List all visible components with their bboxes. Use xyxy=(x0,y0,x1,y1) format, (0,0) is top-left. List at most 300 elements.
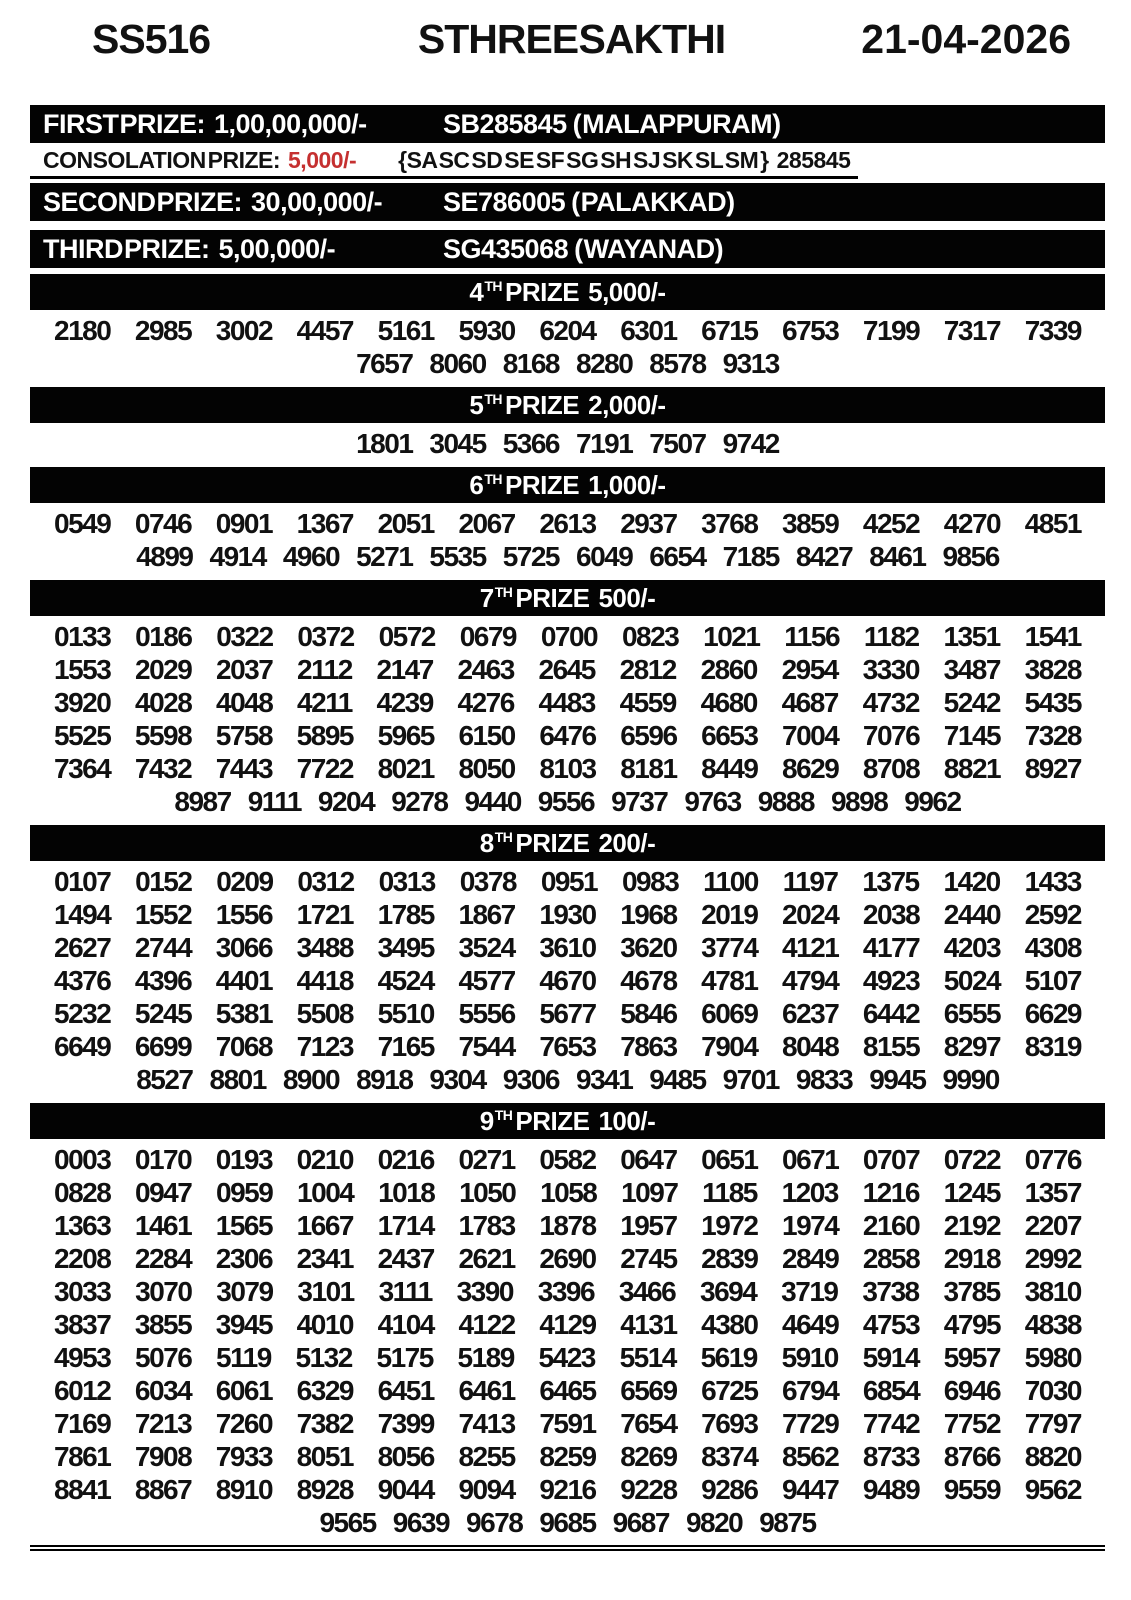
prize-number: 6301 xyxy=(620,314,677,346)
prize-number: 8051 xyxy=(296,1440,353,1472)
prize-number-rows xyxy=(30,619,1105,821)
prize-number: 7145 xyxy=(943,719,1001,751)
prize-number: 2440 xyxy=(943,898,1001,930)
prize-ordinal-suffix: TH xyxy=(484,278,503,294)
prize-amount: 1,000/- xyxy=(588,469,666,500)
prize-number: 1553 xyxy=(54,653,111,685)
prize-number-row xyxy=(30,507,1105,540)
prize-number-row xyxy=(30,1275,1105,1308)
prize-number: 7742 xyxy=(862,1407,920,1439)
prize-number: 2437 xyxy=(377,1242,434,1274)
prize-number-row xyxy=(30,653,1105,686)
prize-number-row xyxy=(30,964,1105,997)
prize-number: 6725 xyxy=(701,1374,758,1406)
prize-number: 7191 xyxy=(576,427,633,459)
prize-number: 5435 xyxy=(1024,686,1081,718)
prize-number: 9306 xyxy=(502,1063,559,1095)
prize-number: 2858 xyxy=(862,1242,920,1274)
result-sheet xyxy=(30,105,1105,1551)
prize-number-rows xyxy=(30,426,1105,463)
draw-date: 21-04-2026 xyxy=(861,16,1071,62)
prize-number: 2029 xyxy=(135,653,192,685)
prize-number: 5957 xyxy=(943,1341,1000,1373)
prize-number: 0372 xyxy=(297,620,354,652)
prize-number: 4401 xyxy=(215,964,273,996)
prize-ordinal: 8 xyxy=(479,827,494,858)
prize-number: 7364 xyxy=(54,752,111,784)
prize-number: 4753 xyxy=(862,1308,920,1340)
prize-number: 7068 xyxy=(215,1030,273,1062)
prize-number: 4795 xyxy=(943,1308,1001,1340)
prize-number: 6034 xyxy=(134,1374,192,1406)
prize-number: 9228 xyxy=(620,1473,677,1505)
prize-number: 2937 xyxy=(620,507,677,539)
prize-number: 9094 xyxy=(458,1473,515,1505)
prize-number: 1552 xyxy=(134,898,192,930)
prize-number: 3719 xyxy=(781,1275,838,1307)
prize-number-row xyxy=(30,1063,1105,1096)
prize-number: 4577 xyxy=(458,964,515,996)
prize-number: 6442 xyxy=(862,997,920,1029)
prize-number: 3488 xyxy=(296,931,353,963)
prize-number: 2051 xyxy=(377,507,434,539)
prize-number: 7904 xyxy=(701,1030,758,1062)
prize-number-row xyxy=(30,1176,1105,1209)
prize-amount: 5,000/- xyxy=(588,276,666,307)
prize-number: 9639 xyxy=(392,1506,450,1538)
prize-number: 2463 xyxy=(457,653,514,685)
prize-number: 3487 xyxy=(943,653,1000,685)
prize-number: 8449 xyxy=(701,752,758,784)
prize-number: 4524 xyxy=(377,964,434,996)
prize-number: 0722 xyxy=(943,1143,1001,1175)
prize-number: 4122 xyxy=(458,1308,515,1340)
prize-number: 1878 xyxy=(539,1209,596,1241)
prize-number: 6596 xyxy=(620,719,677,751)
prize-number: 6753 xyxy=(782,314,839,346)
prize-number: 4121 xyxy=(782,931,839,963)
prize-title: PRIZE xyxy=(505,469,580,500)
prize-number: 4239 xyxy=(376,686,433,718)
prize-number: 3101 xyxy=(297,1275,354,1307)
prize-number: 1097 xyxy=(621,1176,678,1208)
prize-number: 9341 xyxy=(576,1063,633,1095)
prize-number: 2038 xyxy=(862,898,920,930)
prize-number-row xyxy=(30,540,1105,573)
prize-number: 8910 xyxy=(215,1473,273,1505)
prize-number-row xyxy=(30,1440,1105,1473)
prize-number: 0823 xyxy=(621,620,679,652)
prize-number: 2341 xyxy=(296,1242,353,1274)
prize-number: 0003 xyxy=(54,1143,111,1175)
prize-number-rows xyxy=(30,1142,1105,1542)
prize-number: 5514 xyxy=(619,1341,676,1373)
prize-number: 9286 xyxy=(701,1473,758,1505)
prize-number-row xyxy=(30,1473,1105,1506)
prize-number: 5024 xyxy=(943,964,1001,996)
prize-amount: 200/- xyxy=(598,827,656,858)
prize-number-row xyxy=(30,1030,1105,1063)
prize-number: 3768 xyxy=(701,507,758,539)
prize-number: 2627 xyxy=(54,931,111,963)
prize-number: 6069 xyxy=(701,997,758,1029)
prize-number: 0679 xyxy=(459,620,516,652)
prize-number: 9990 xyxy=(942,1063,999,1095)
prize-number: 6629 xyxy=(1024,997,1081,1029)
third-prize-label: THIRD PRIZE: xyxy=(43,233,210,264)
prize-number: 9820 xyxy=(685,1506,743,1538)
bottom-rule xyxy=(30,1545,1105,1551)
prize-number: 7654 xyxy=(620,1407,677,1439)
prize-number: 4483 xyxy=(538,686,595,718)
prize-number: 8821 xyxy=(943,752,1001,784)
prize-number: 7399 xyxy=(377,1407,434,1439)
prize-number: 5895 xyxy=(296,719,353,751)
prize-number: 8269 xyxy=(620,1440,677,1472)
prize-number: 8562 xyxy=(782,1440,839,1472)
prize-number: 2037 xyxy=(216,653,273,685)
third-prize-amount: 5,00,000/- xyxy=(218,233,336,264)
prize-number: 8867 xyxy=(134,1473,192,1505)
prize-number: 8918 xyxy=(356,1063,413,1095)
prize-number: 1351 xyxy=(943,620,1000,652)
prize-number: 8181 xyxy=(620,752,677,784)
prize-number: 7165 xyxy=(377,1030,434,1062)
prize-number: 2019 xyxy=(701,898,758,930)
prize-number: 9304 xyxy=(429,1063,486,1095)
prize-number: 1182 xyxy=(863,620,919,652)
prize-number: 1197 xyxy=(782,865,838,897)
prize-number: 5107 xyxy=(1024,964,1081,996)
prize-number: 4838 xyxy=(1024,1308,1081,1340)
prize-number: 5930 xyxy=(458,314,515,346)
prize-title: PRIZE xyxy=(515,582,590,613)
prize-number-row xyxy=(30,865,1105,898)
prize-number: 5242 xyxy=(943,686,1000,718)
prize-number: 7004 xyxy=(782,719,839,751)
prize-number: 0186 xyxy=(135,620,192,652)
prize-number: 3694 xyxy=(700,1275,757,1307)
prize-number: 1216 xyxy=(862,1176,919,1208)
prize-number-row xyxy=(30,898,1105,931)
prize-number: 2160 xyxy=(862,1209,920,1241)
prize-number-row xyxy=(30,1143,1105,1176)
prize-number: 7693 xyxy=(701,1407,758,1439)
prize-number: 6465 xyxy=(539,1374,596,1406)
prize-number: 4670 xyxy=(539,964,596,996)
prize-number-row xyxy=(30,997,1105,1030)
prize-number: 8927 xyxy=(1024,752,1081,784)
prize-number: 2744 xyxy=(134,931,192,963)
prize-number: 9562 xyxy=(1024,1473,1081,1505)
prize-number: 5245 xyxy=(134,997,192,1029)
prize-number: 9447 xyxy=(782,1473,839,1505)
prize-number: 0647 xyxy=(620,1143,677,1175)
prize-number: 9216 xyxy=(539,1473,596,1505)
prize-number: 7729 xyxy=(782,1407,839,1439)
prize-ordinal-suffix: TH xyxy=(494,584,513,600)
first-prize-amount: 1,00,00,000/- xyxy=(214,108,367,139)
prize-number: 4203 xyxy=(943,931,1001,963)
consolation-number: 285845 xyxy=(776,147,851,173)
page-header xyxy=(0,0,1131,63)
prize-number: 8527 xyxy=(136,1063,193,1095)
prize-number: 4559 xyxy=(619,686,676,718)
prize-number: 7752 xyxy=(943,1407,1001,1439)
prize-title: PRIZE xyxy=(515,1105,590,1136)
prize-number: 5132 xyxy=(295,1341,352,1373)
prize-number: 6654 xyxy=(649,540,706,572)
prize-number: 1050 xyxy=(459,1176,516,1208)
prize-number: 7169 xyxy=(54,1407,111,1439)
prize-number: 4177 xyxy=(862,931,920,963)
prize-number: 5381 xyxy=(215,997,273,1029)
prize-number: 4270 xyxy=(943,507,1001,539)
prize-number-row xyxy=(30,686,1105,719)
prize-number: 7591 xyxy=(539,1407,596,1439)
prize-number: 9888 xyxy=(757,785,814,817)
prize-number: 2067 xyxy=(458,507,515,539)
prize-number: 8733 xyxy=(862,1440,920,1472)
prize-number: 2621 xyxy=(458,1242,515,1274)
prize-number: 8427 xyxy=(795,540,853,572)
prize-number: 8168 xyxy=(502,347,559,379)
prize-sections xyxy=(30,274,1105,1542)
prize-number: 0107 xyxy=(54,865,111,897)
second-prize-bar xyxy=(30,183,1105,221)
prize-number: 9111 xyxy=(247,785,301,817)
prize-number: 2645 xyxy=(538,653,595,685)
prize-number: 4914 xyxy=(209,540,266,572)
prize-number: 5271 xyxy=(356,540,413,572)
prize-number: 3390 xyxy=(456,1275,513,1307)
second-prize-label: SECOND PRIZE: xyxy=(43,186,243,217)
prize-number: 8374 xyxy=(701,1440,758,1472)
prize-number: 7653 xyxy=(539,1030,596,1062)
prize-number: 3033 xyxy=(54,1275,111,1307)
prize-number: 8056 xyxy=(377,1440,434,1472)
prize-number: 7507 xyxy=(649,427,706,459)
prize-number: 3785 xyxy=(943,1275,1000,1307)
prize-number: 5619 xyxy=(700,1341,757,1373)
prize-number: 3920 xyxy=(54,686,111,718)
prize-number: 5119 xyxy=(216,1341,271,1373)
prize-number: 3610 xyxy=(539,931,596,963)
prize-number: 1972 xyxy=(701,1209,758,1241)
prize-number: 4028 xyxy=(135,686,192,718)
prize-number: 5232 xyxy=(54,997,111,1029)
prize-number: 3045 xyxy=(429,427,486,459)
prize-number: 8578 xyxy=(649,347,706,379)
first-prize-ticket: SB285845 xyxy=(443,108,567,139)
second-prize-ticket-group xyxy=(443,187,735,218)
prize-number: 4308 xyxy=(1024,931,1081,963)
prize-number-row xyxy=(30,931,1105,964)
prize-number: 0828 xyxy=(54,1176,111,1208)
prize-number: 8801 xyxy=(209,1063,266,1095)
prize-ordinal: 7 xyxy=(479,582,494,613)
prize-number: 2985 xyxy=(134,314,192,346)
prize-number: 1968 xyxy=(620,898,677,930)
prize-number: 5366 xyxy=(502,427,559,459)
prize-number: 1018 xyxy=(378,1176,435,1208)
prize-number: 8987 xyxy=(174,785,231,817)
prize-number: 9856 xyxy=(942,540,999,572)
prize-number: 2745 xyxy=(620,1242,677,1274)
prize-number: 9701 xyxy=(722,1063,779,1095)
prize-number: 4678 xyxy=(620,964,677,996)
prize-number: 9898 xyxy=(830,785,888,817)
prize-number: 1433 xyxy=(1024,865,1081,897)
prize-number: 0959 xyxy=(216,1176,273,1208)
prize-number: 8900 xyxy=(282,1063,340,1095)
prize-number: 9833 xyxy=(795,1063,853,1095)
prize-number: 3396 xyxy=(537,1275,595,1307)
prize-number: 4680 xyxy=(700,686,757,718)
prize-number: 9687 xyxy=(612,1506,669,1538)
prize-number: 4687 xyxy=(781,686,838,718)
prize-number: 9440 xyxy=(464,785,521,817)
prize-number: 7863 xyxy=(620,1030,677,1062)
prize-bar-5th xyxy=(30,387,1105,423)
prize-number: 1100 xyxy=(703,865,758,897)
prize-number: 8255 xyxy=(458,1440,515,1472)
prize-number: 0210 xyxy=(296,1143,353,1175)
prize-number: 1058 xyxy=(540,1176,597,1208)
prize-number: 2208 xyxy=(54,1242,111,1274)
prize-number: 0947 xyxy=(135,1176,192,1208)
prize-number: 0209 xyxy=(216,865,273,897)
prize-number: 2180 xyxy=(54,314,111,346)
prize-number: 0707 xyxy=(862,1143,920,1175)
prize-bar-9th xyxy=(30,1103,1105,1139)
prize-number: 9556 xyxy=(537,785,595,817)
consolation-prize-row xyxy=(30,146,858,179)
prize-number: 7443 xyxy=(215,752,273,784)
first-prize-label: FIRST PRIZE: xyxy=(43,108,205,139)
prize-number: 4048 xyxy=(216,686,273,718)
prize-number: 7317 xyxy=(943,314,1001,346)
prize-number: 6012 xyxy=(54,1374,111,1406)
prize-number: 4211 xyxy=(297,686,352,718)
prize-title: PRIZE xyxy=(505,276,580,307)
prize-number: 7544 xyxy=(458,1030,515,1062)
prize-number: 0322 xyxy=(216,620,273,652)
prize-number: 8050 xyxy=(458,752,515,784)
prize-number: 4457 xyxy=(296,314,353,346)
prize-number: 0313 xyxy=(378,865,435,897)
first-prize-ticket-group xyxy=(443,109,781,140)
first-prize-label-group xyxy=(43,109,443,140)
prize-number: 5758 xyxy=(215,719,273,751)
prize-number: 7260 xyxy=(215,1407,273,1439)
prize-number-row xyxy=(30,347,1105,380)
prize-number: 0216 xyxy=(377,1143,434,1175)
prize-number: 9685 xyxy=(539,1506,596,1538)
prize-number: 1185 xyxy=(702,1176,757,1208)
prize-number: 6569 xyxy=(620,1374,677,1406)
prize-ordinal: 6 xyxy=(469,469,484,500)
prize-number: 1801 xyxy=(356,427,413,459)
prize-number: 4252 xyxy=(862,507,920,539)
prize-bar-4th xyxy=(30,274,1105,310)
prize-number: 7413 xyxy=(458,1407,515,1439)
prize-number: 1375 xyxy=(862,865,919,897)
prize-number: 0152 xyxy=(135,865,192,897)
prize-number: 0170 xyxy=(134,1143,192,1175)
prize-number: 3859 xyxy=(782,507,839,539)
prize-number: 9875 xyxy=(759,1506,816,1538)
prize-number-row xyxy=(30,1374,1105,1407)
prize-number-row xyxy=(30,1308,1105,1341)
prize-number: 8103 xyxy=(539,752,596,784)
prize-number: 0901 xyxy=(215,507,273,539)
prize-number-row xyxy=(30,620,1105,653)
prize-ordinal: 9 xyxy=(479,1105,494,1136)
prize-number: 1974 xyxy=(782,1209,839,1241)
prize-amount: 2,000/- xyxy=(588,389,666,420)
prize-ordinal: 4 xyxy=(469,276,484,307)
prize-number: 1203 xyxy=(781,1176,838,1208)
prize-number: 3738 xyxy=(862,1275,919,1307)
prize-number: 4276 xyxy=(457,686,514,718)
prize-number: 7123 xyxy=(296,1030,353,1062)
prize-number: 1363 xyxy=(54,1209,111,1241)
prize-number: 6150 xyxy=(458,719,515,751)
prize-number: 1494 xyxy=(54,898,111,930)
prize-number: 3002 xyxy=(215,314,273,346)
prize-number: 3774 xyxy=(701,931,758,963)
prize-number: 3070 xyxy=(135,1275,192,1307)
prize-number: 4129 xyxy=(539,1308,596,1340)
prize-number: 4010 xyxy=(296,1308,353,1340)
prize-number: 7657 xyxy=(356,347,413,379)
prize-number: 3810 xyxy=(1024,1275,1081,1307)
prize-number: 2613 xyxy=(539,507,596,539)
prize-number: 1367 xyxy=(296,507,353,539)
prize-number: 8820 xyxy=(1024,1440,1081,1472)
prize-number: 4104 xyxy=(377,1308,434,1340)
prize-number: 1420 xyxy=(943,865,1000,897)
prize-number: 8048 xyxy=(782,1030,839,1062)
second-prize-label-group xyxy=(43,187,443,218)
prize-number: 4380 xyxy=(701,1308,758,1340)
prize-number: 8461 xyxy=(869,540,926,572)
prize-number: 4794 xyxy=(782,964,839,996)
second-prize-place: ( PALAKKAD) xyxy=(571,186,735,217)
prize-number: 4923 xyxy=(862,964,920,996)
prize-number: 1721 xyxy=(296,898,353,930)
prize-number: 3330 xyxy=(862,653,919,685)
prize-number: 3620 xyxy=(620,931,677,963)
prize-number: 4396 xyxy=(134,964,192,996)
prize-number: 0549 xyxy=(54,507,111,539)
prize-number: 2992 xyxy=(1024,1242,1081,1274)
prize-number: 6649 xyxy=(54,1030,111,1062)
prize-number: 8928 xyxy=(296,1473,353,1505)
prize-number-rows xyxy=(30,864,1105,1099)
prize-number: 9763 xyxy=(684,785,741,817)
prize-number: 4376 xyxy=(54,964,111,996)
prize-number: 5598 xyxy=(134,719,192,751)
consolation-amount: 5,000/- xyxy=(288,147,357,173)
third-prize-bar xyxy=(30,230,1105,268)
prize-ordinal: 5 xyxy=(469,389,484,420)
prize-bar-6th xyxy=(30,467,1105,503)
prize-number: 0746 xyxy=(134,507,192,539)
prize-number-row xyxy=(30,1242,1105,1275)
third-prize-ticket: SG435068 xyxy=(443,233,569,264)
